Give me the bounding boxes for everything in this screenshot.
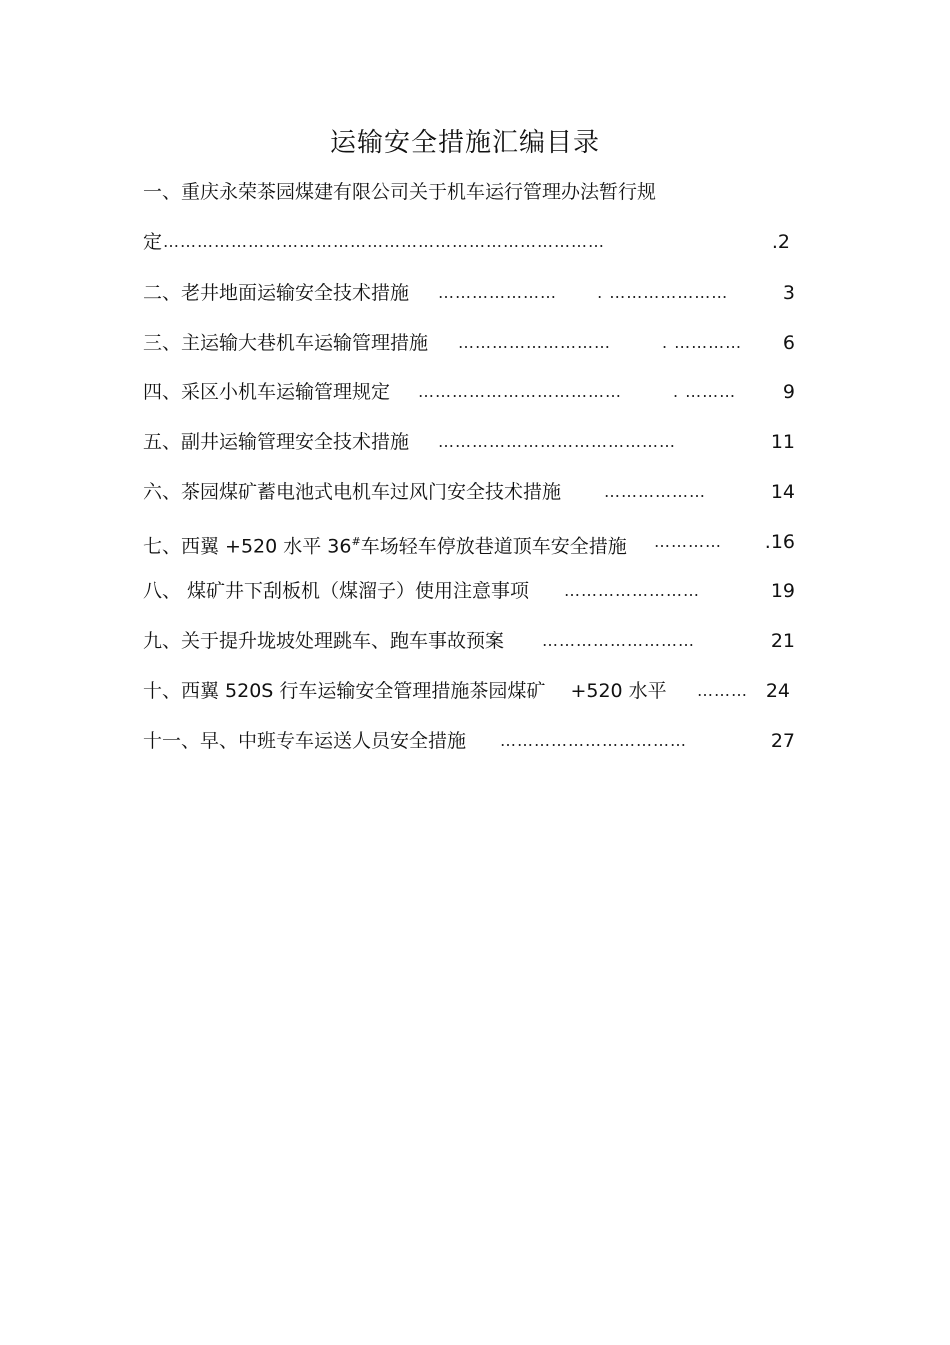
toc-entry-1-text: 一、重庆永荣茶园煤建有限公司关于机车运行管理办法暂行规 — [143, 181, 657, 203]
toc-entry-5-text: 五、副井运输管理安全技术措施 — [143, 431, 410, 453]
toc-entry-7-text-a: 七、西翼 +520 水平 36 — [143, 535, 352, 558]
toc-entry-4-page: 9 — [782, 381, 795, 403]
toc-entry-2-leader: ………………… . ………………… — [438, 283, 729, 302]
toc-entry-8-page: 19 — [770, 580, 795, 602]
toc-entry-7-page: .16 — [764, 531, 795, 553]
toc-entry-11-page: 27 — [770, 730, 795, 752]
toc-entry-7-text-b: 车场轻车停放巷道顶车安全措施 — [360, 535, 627, 558]
toc-entry-1-page: .2 — [771, 231, 790, 253]
toc-entry-11-leader: …………………………… — [500, 731, 687, 750]
toc-entry-5-page: 11 — [770, 431, 795, 453]
toc-entry-4-leader: ……………………………… . ……… — [418, 382, 737, 401]
toc-entry-6-text: 六、茶园煤矿蓄电池式电机车过风门安全技术措施 — [143, 481, 562, 503]
toc-entry-10-text: 十、西翼 520S 行车运输安全管理措施茶园煤矿 +520 水平 — [143, 680, 667, 702]
toc-entry-2-text: 二、老井地面运输安全技术措施 — [143, 282, 410, 304]
toc-entry-8-text: 八、 煤矿井下刮板机（煤溜子）使用注意事项 — [143, 580, 530, 602]
toc-entry-3-text: 三、主运输大巷机车运输管理措施 — [143, 332, 429, 354]
toc-entry-7-leader: ………… — [654, 532, 722, 551]
toc-entry-9-page: 21 — [770, 630, 795, 652]
toc-entry-9-leader: ……………………… — [542, 631, 695, 650]
toc-entry-3-page: 6 — [782, 332, 795, 354]
toc-entry-1-leader: …………………………………………………………………… — [163, 232, 605, 251]
toc-entry-7-sup: # — [351, 535, 361, 548]
toc-entry-3-leader: ……………………… . ………… — [458, 333, 743, 352]
toc-entry-6-page: 14 — [770, 481, 795, 503]
toc-entry-8-leader: …………………… — [564, 581, 700, 600]
toc-entry-10-leader: ……… — [697, 681, 748, 700]
toc-entry-9-text: 九、关于提升垅坡处理跳车、跑车事故预案 — [143, 630, 505, 652]
toc-entry-10-page: 24 — [765, 680, 790, 702]
toc-entry-2-page: 3 — [782, 282, 795, 304]
toc-entry-11-text: 十一、早、中班专车运送人员安全措施 — [143, 730, 467, 752]
toc-entry-6-leader: ……………… — [604, 482, 706, 501]
toc-entry-4-text: 四、采区小机车运输管理规定 — [143, 381, 391, 403]
page-title: 运输安全措施汇编目录 — [329, 128, 600, 158]
toc-entry-7-text — [143, 529, 627, 559]
toc-entry-5-leader: …………………………………… — [438, 432, 676, 451]
toc-entry-1-text-cont: 定 — [143, 231, 163, 253]
